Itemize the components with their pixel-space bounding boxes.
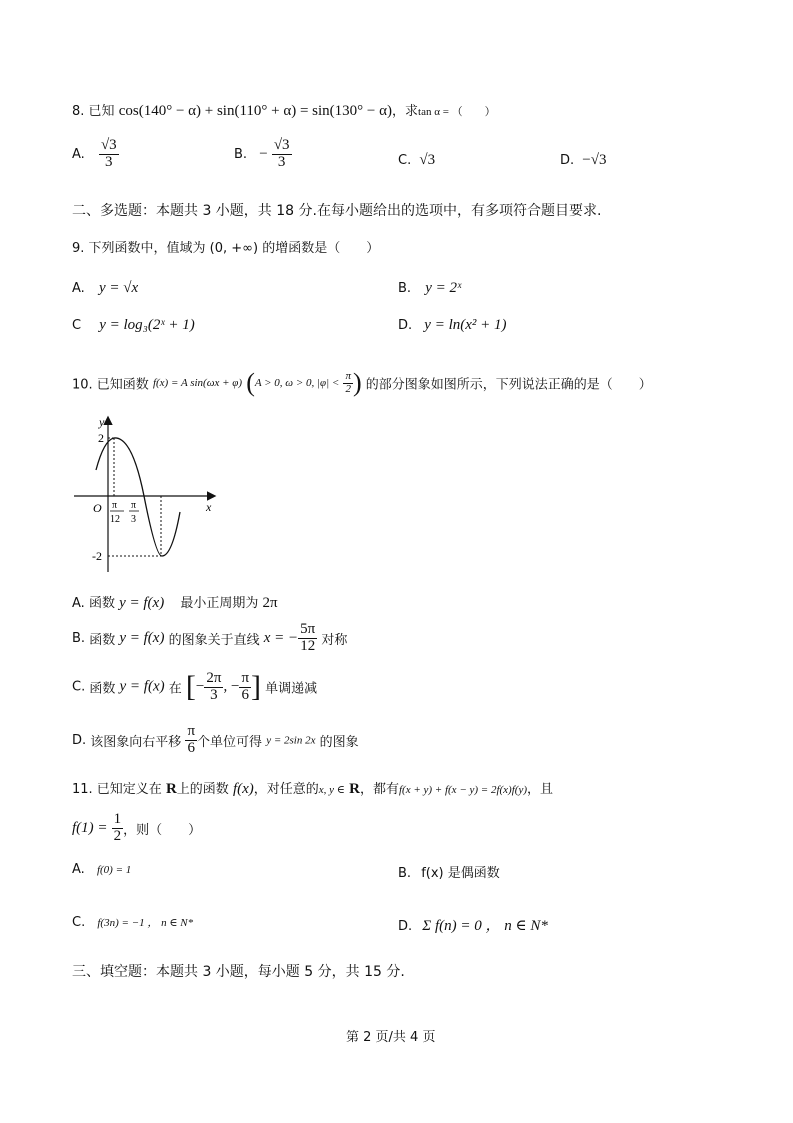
y-axis-label: y <box>99 415 105 429</box>
fraction-pi-over-6: $\frac{\pi}{6}$ <box>187 723 196 756</box>
option-label: C. <box>72 915 86 930</box>
option-label: C. <box>398 153 412 168</box>
fraction-sqrt3-over-3: $\frac{√3}{3}$ <box>273 137 290 170</box>
option-text: 对称 <box>321 632 348 648</box>
section-3-header: 三、填空题：本题共 3 小题，每小题 5 分，共 15 分. <box>72 964 405 980</box>
option-text: f(x) 是偶函数 <box>421 866 500 881</box>
q10-condition: A > 0, ω > 0, |φ| < <box>254 377 340 389</box>
option-expression: y = 2sin 2x <box>266 734 316 747</box>
section-2-header: 二、多选题：本题共 3 小题，共 18 分.在每小题给出的选项中，有多项符合题目要求. <box>72 203 602 219</box>
q10-function: f(x) = A sin(ωx + φ) <box>152 377 243 389</box>
q11-equation: f(x + y) + f(x − y) = 2f(x)f(y) <box>398 784 527 796</box>
q11-stem-line1 <box>72 778 553 798</box>
option-text: −√3 <box>582 152 607 168</box>
option-label: A. <box>72 862 85 877</box>
option-label: D. <box>560 153 575 168</box>
option-text: y = √x <box>98 280 139 296</box>
option-text: 该图象向右平移 <box>90 734 182 750</box>
fraction-sqrt3-over-3: $\frac{√3}{3}$ <box>100 137 117 170</box>
q10-stem: 10. 已知函数 f(x) = A sin(ωx + φ) (A > 0, ω > 0, |φ| < $\frac{\pi}{2}$ ) 的部分图象如图所示，下列说法正确的是（ ） <box>72 368 652 397</box>
q11-f1: f(1) = <box>72 819 108 836</box>
option-label: B. <box>398 281 412 296</box>
q9-option-b <box>398 280 461 297</box>
option-text: 函数 <box>89 681 116 697</box>
q8-expression: cos(140° − α) + sin(110° + α) = sin(130° − α) <box>118 103 392 119</box>
q9-option-a <box>72 280 138 297</box>
fraction-pi-over-2: $\frac{\pi}{2}$ <box>345 369 351 395</box>
q8-option-d <box>560 152 607 169</box>
option-label: B. <box>234 146 248 162</box>
option-label: C. <box>72 679 86 695</box>
q11-text: ，对任意的 <box>253 782 319 797</box>
q8-prefix: 已知 <box>88 104 115 119</box>
real-numbers-symbol-2: R <box>349 781 360 797</box>
q10-question: 的部分图象如图所示，下列说法正确的是（ ） <box>365 377 652 393</box>
option-label: D. <box>398 919 413 934</box>
option-text: f(0) = 1 <box>96 864 132 876</box>
option-label: A. <box>72 281 85 296</box>
option-label: A. <box>72 146 85 162</box>
origin-label: O <box>93 501 102 515</box>
q8-suffix: ，求 <box>392 104 419 119</box>
option-text: 单调递减 <box>265 681 318 697</box>
q11-intro: 11. 已知定义在 <box>72 782 162 797</box>
option-text: y = ln(x² + 1) <box>424 317 507 333</box>
option-text: 在 <box>168 681 182 697</box>
q11-option-d <box>398 914 548 935</box>
q9-option-c <box>72 317 195 334</box>
fraction-1-over-2: $\frac{1}{2}$ <box>113 811 122 844</box>
q8-option-a <box>72 138 119 171</box>
option-text: √3 <box>419 152 436 168</box>
q10-intro: 10. 已知函数 <box>72 377 149 393</box>
q11-text: ，则（ ） <box>123 822 202 838</box>
q8-option-b: B. − $\frac{√3}{3}$ <box>234 137 290 170</box>
option-expression: y = f(x) <box>119 678 165 695</box>
option-text: 函数 <box>89 632 116 648</box>
q9-option-d <box>398 317 507 334</box>
option-text: 的图象关于直线 <box>168 632 260 648</box>
q11-text: 上的函数 <box>176 782 229 797</box>
fraction-pi-over-6: $\frac{\pi}{6}$ <box>241 669 250 703</box>
y-min-label: -2 <box>92 549 102 563</box>
tick-pi-3-den: 3 <box>131 514 136 525</box>
option-text: 最小正周期为 <box>180 596 259 611</box>
real-numbers-symbol: R <box>165 781 177 797</box>
y-max-label: 2 <box>98 431 104 445</box>
q11-stem-line2 <box>72 812 201 845</box>
option-text: Σ f(n) = 0 ， n ∈ N* <box>422 918 548 934</box>
q11-variables: x, y ∈ <box>318 784 345 796</box>
q11-option-a <box>72 862 131 877</box>
option-text: y = 2ˣ <box>425 280 462 296</box>
option-expression: y = f(x) <box>119 595 165 611</box>
q8-target: tan α = （ ） <box>418 106 496 118</box>
q11-text: ，且 <box>526 782 553 797</box>
option-text: 的图象 <box>319 734 359 750</box>
option-text: 个单位可得 <box>197 734 263 750</box>
q8-number: 8. <box>72 104 85 119</box>
option-text: f(3n) = −1 ， n ∈ N* <box>97 917 194 929</box>
option-label: B. <box>72 630 86 646</box>
q10-option-a <box>72 592 278 612</box>
tick-pi-3-num: π <box>131 500 137 511</box>
page-footer: 第 2 页/共 4 页 <box>346 1030 436 1045</box>
option-label: D. <box>398 318 413 333</box>
q9-stem: 9. 下列函数中，值域为 (0, +∞) 的增函数是（ ） <box>72 241 380 256</box>
option-text: y = log₃(2ˣ + 1) <box>99 317 195 333</box>
q11-option-c <box>72 914 193 930</box>
option-text: 函数 <box>88 596 115 611</box>
fraction-5pi-over-12: $\frac{5\pi}{12}$ <box>300 621 316 654</box>
q10-option-b: B. 函数 y = f(x) 的图象关于直线 x = − $\frac{5\pi}{12}$ 对称 <box>72 621 348 654</box>
fraction-2pi-over-3: $\frac{2\pi}{3}$ <box>206 669 222 703</box>
q8-option-c <box>398 152 435 169</box>
option-expression: y = f(x) <box>119 629 165 646</box>
sine-graph <box>72 412 222 577</box>
option-label: B. <box>398 866 412 881</box>
x-axis-label: x <box>206 500 212 514</box>
tick-pi-12-num: π <box>112 500 118 511</box>
option-value: 2π <box>262 595 278 611</box>
q11-text: ，都有 <box>359 782 399 797</box>
q10-option-d <box>72 724 359 757</box>
q11-function: f(x) <box>232 781 254 797</box>
tick-pi-12-den: 12 <box>110 514 120 525</box>
q11-option-b <box>398 862 500 881</box>
option-label: C <box>72 318 82 333</box>
q8-stem <box>72 100 496 120</box>
q10-option-c: C. 函数 y = f(x) 在 [− $\frac{2\pi}{3}$ , − $\frac{\pi}{6}$ ] 单调递减 <box>72 669 318 703</box>
option-label: D. <box>72 732 87 748</box>
option-label: A. <box>72 596 85 611</box>
